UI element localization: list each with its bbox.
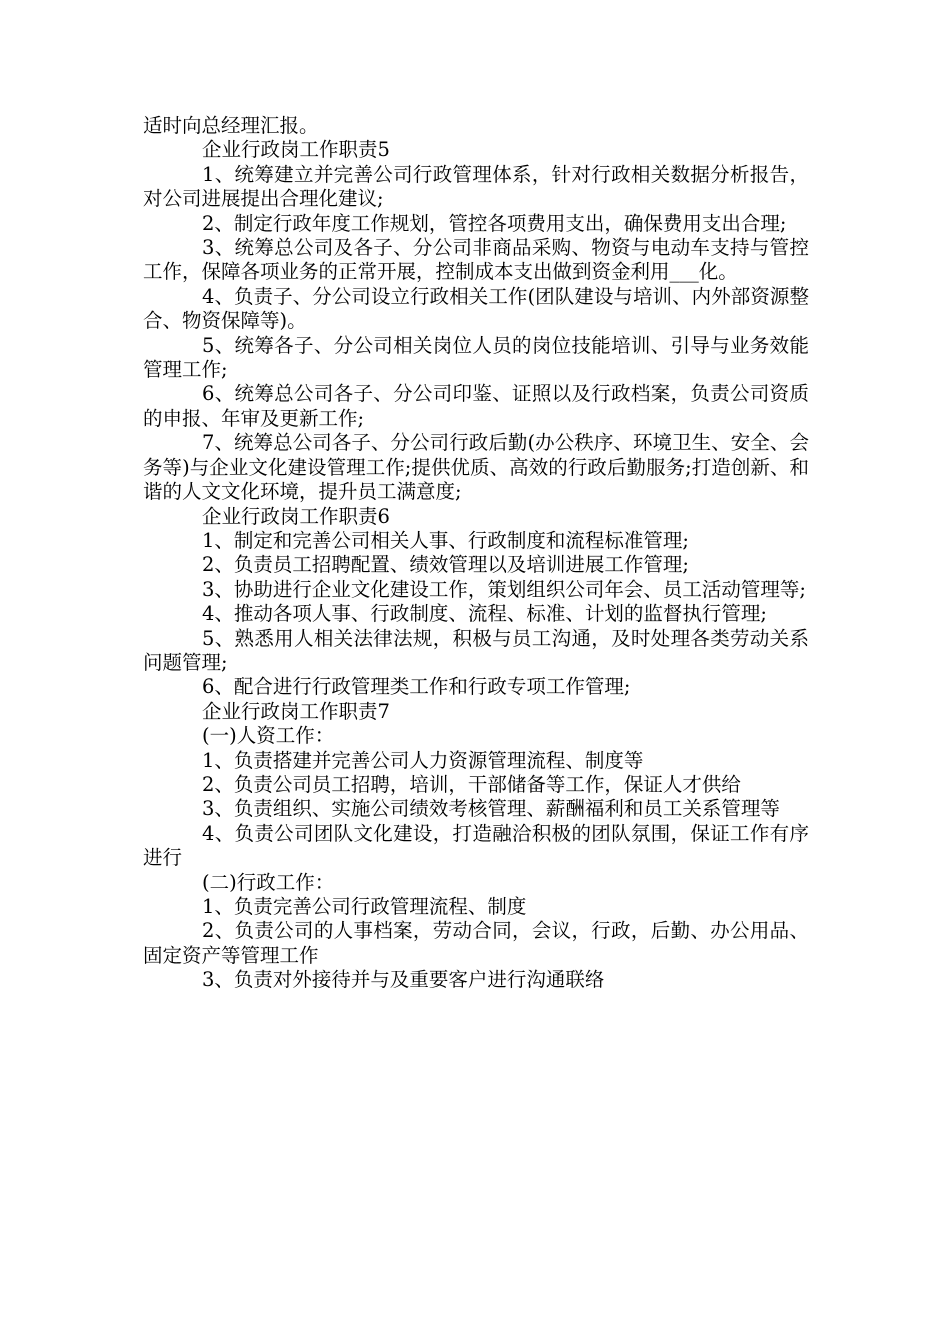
paragraph: 3、协助进行企业文化建设工作，策划组织公司年会、员工活动管理等; xyxy=(202,577,806,601)
paragraph: 适时向总经理汇报。 xyxy=(143,114,319,137)
paragraph: 4、负责子、分公司设立行政相关工作(团队建设与培训、内外部资源整合、物资保障等)。 xyxy=(143,284,809,333)
paragraph: 1、负责搭建并完善公司人力资源管理流程、制度等 xyxy=(202,748,644,772)
section-heading: 企业行政岗工作职责5 xyxy=(202,138,390,162)
document-body xyxy=(143,114,809,993)
paragraph: 2、负责公司员工招聘，培训，干部储备等工作，保证人才供给 xyxy=(202,772,741,796)
paragraph: 2、负责员工招聘配置、绩效管理以及培训进展工作管理; xyxy=(202,553,689,577)
paragraph: 5、熟悉用人相关法律法规，积极与员工沟通，及时处理各类劳动关系问题管理; xyxy=(143,626,809,674)
section-heading: 企业行政岗工作职责7 xyxy=(202,699,390,723)
paragraph: 2、制定行政年度工作规划，管控各项费用支出，确保费用支出合理; xyxy=(202,211,787,235)
subsection-heading: (一)人资工作： xyxy=(202,724,335,748)
paragraph: 1、负责完善公司行政管理流程、制度 xyxy=(202,895,527,918)
subsection-heading: (二)行政工作： xyxy=(202,870,335,894)
paragraph: 3、负责组织、实施公司绩效考核管理、薪酬福利和员工关系管理等 xyxy=(202,797,780,821)
paragraph: 7、统筹总公司各子、分公司行政后勤(办公秩序、环境卫生、安全、会务等)与企业文化建设管理工作;提供优质、高效的行政后勤服务;打造创新、和谐的人文文化环境，提升员工满意度; xyxy=(143,431,809,504)
paragraph: 1、制定和完善公司相关人事、行政制度和流程标准管理; xyxy=(202,528,689,552)
paragraph: 2、负责公司的人事档案，劳动合同，会议，行政，后勤、办公用品、固定资产等管理工作 xyxy=(143,919,809,967)
paragraph: 6、配合进行行政管理类工作和行政专项工作管理; xyxy=(202,675,631,699)
paragraph: 5、统筹各子、分公司相关岗位人员的岗位技能培训、引导与业务效能管理工作; xyxy=(143,333,809,382)
paragraph: 3、负责对外接待并与及重要客户进行沟通联络 xyxy=(202,968,605,992)
paragraph: 6、统筹总公司各子、分公司印鉴、证照以及行政档案，负责公司资质的申报、年审及更新工作; xyxy=(143,382,809,430)
section-heading: 企业行政岗工作职责6 xyxy=(202,504,390,528)
paragraph: 4、推动各项人事、行政制度、流程、标准、计划的监督执行管理; xyxy=(202,602,767,626)
paragraph: 4、负责公司团队文化建设，打造融洽积极的团队氛围，保证工作有序进行 xyxy=(143,821,809,870)
paragraph: 3、统筹总公司及各子、分公司非商品采购、物资与电动车支持与管控工作，保障各项业务的正常开展，控制成本支出做到资金利用___化。 xyxy=(143,236,809,284)
paragraph: 1、统筹建立并完善公司行政管理体系，针对行政相关数据分析报告，对公司进展提出合理化建议; xyxy=(143,162,809,211)
